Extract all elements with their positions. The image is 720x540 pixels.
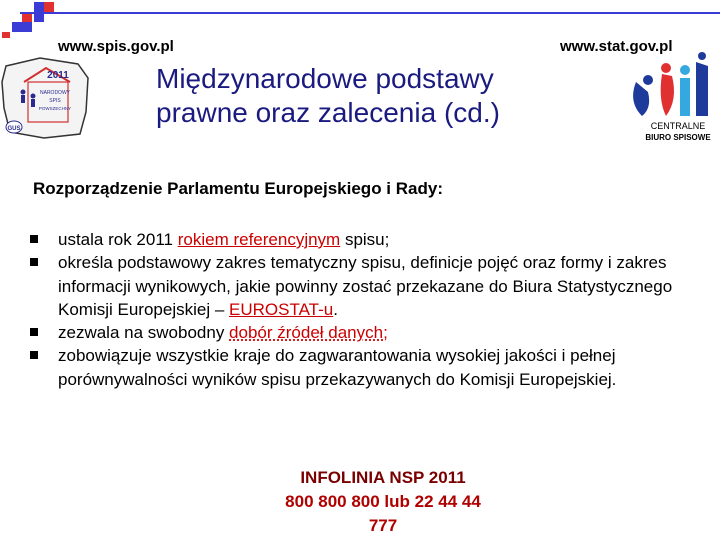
cbs-line1: CENTRALNE [650,121,706,131]
bullet-square-icon [30,351,38,359]
bullet-square-icon [30,258,38,266]
regulation-heading: Rozporządzenie Parlamentu Europejskiego i Rady: [33,179,443,198]
infolinia-block [228,466,538,538]
infolinia-numbers[interactable]: 800 800 800 lub 22 44 44 [285,492,481,511]
gus-mark: GUS [7,126,21,132]
census-2011-logo [0,52,92,140]
bullet-square-icon [30,328,38,336]
corner-decoration [0,0,60,40]
infolinia-title: INFOLINIA NSP 2011 [300,468,466,487]
logo-year: 2011 [47,70,69,81]
list-item: ustala rok 2011 rokiem referencyjnym spisu; [30,228,700,251]
bullet-list [30,228,700,391]
logo-line1: NARODOWY [40,90,70,96]
url-spis[interactable]: www.spis.gov.pl [58,38,174,55]
infolinia-numbers-cont[interactable]: 777 [368,516,398,535]
link-data-sources[interactable]: dobór źródeł danych; [229,323,388,343]
logo-line3: POWSZECHNY [38,106,72,111]
link-eurostat[interactable]: EUROSTAT-u [229,299,334,319]
header-rule [20,12,720,14]
cbs-line2: BIURO SPISOWE [645,133,711,142]
logo-line2: SPIS [49,98,61,104]
list-item: zezwala na swobodny dobór źródeł danych; [30,321,700,344]
centralne-biuro-spisowe-logo [618,52,720,144]
url-stat[interactable]: www.stat.gov.pl [560,38,673,55]
link-reference-year[interactable]: rokiem referencyjnym [177,230,341,249]
list-item: zobowiązuje wszystkie kraje do zagwarantowania wysokiej jakości i pełnej porównywalności wyników spisu przekazywanych do Komisji Europejskiej. [30,344,700,391]
list-item: określa podstawowy zakres tematyczny spisu, definicje pojęć oraz formy i zakres informacji wynikowych, jakie powinny zostać przekazane do Biura Statystycznego Komisji Europejskiej – EUROSTAT-u. [30,251,700,321]
bullet-square-icon [30,235,38,243]
page-title: Międzynarodowe podstawy prawne oraz zalecenia (cd.) [156,63,500,128]
